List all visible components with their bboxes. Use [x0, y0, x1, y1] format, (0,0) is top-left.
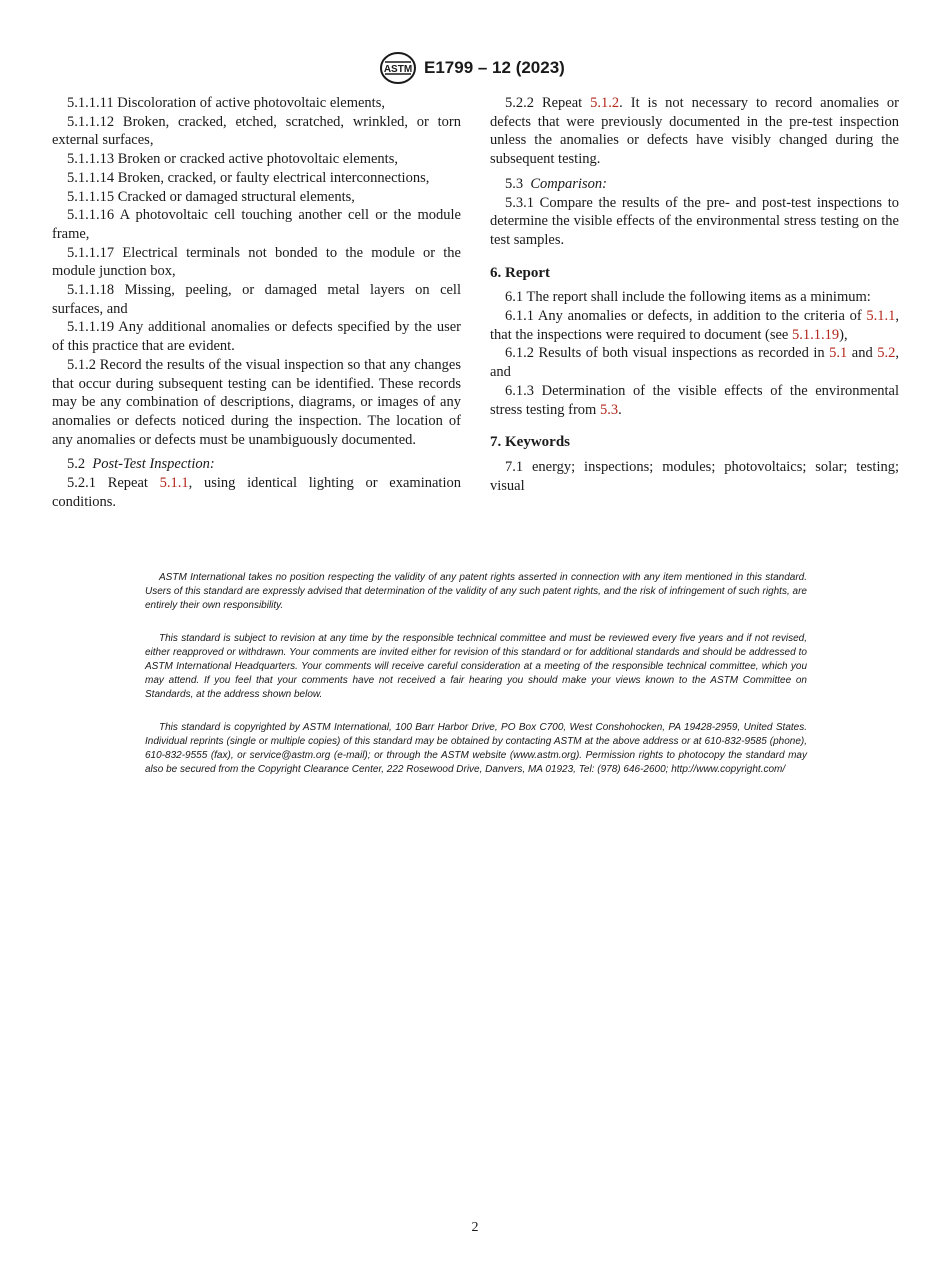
link-5-1-1-19[interactable]: 5.1.1.19: [791, 326, 840, 343]
subsection-5-2: 5.2 Post-Test Inspection:: [67, 456, 215, 473]
link-5-3[interactable]: 5.3: [599, 401, 619, 418]
astm-logo-icon: [379, 52, 417, 84]
para-5-1-1-11: 5.1.1.11 Discoloration of active photovoltaic elements,: [67, 95, 385, 111]
link-5-2[interactable]: 5.2: [877, 345, 896, 362]
para-5-2-1: 5.2.1 Repeat 5.1.1, using identical lighting or examination conditions.: [52, 475, 461, 510]
subsection-title: Comparison:: [530, 175, 607, 192]
subsection-title: Post-Test Inspection:: [92, 456, 215, 473]
subsection-5-3: 5.3 Comparison:: [505, 175, 607, 192]
para-5-3-1: 5.3.1 Compare the results of the pre- and post-test inspections to determine the visible effects of the environmental stress testing on the test samples.: [490, 194, 899, 248]
para-5-1-2: 5.1.2 Record the results of the visual inspection so that any changes that occur during subsequent testing can be identified. These records may be any combination of descriptions, diagrams, or images of any anomalies or defects noticed during the inspection. The location of any anomalies or defects must be unambiguously documented.: [52, 356, 461, 448]
para-5-1-1-19: 5.1.1.19 Any additional anomalies or defects specified by the user of this practice that are evident.: [52, 319, 461, 355]
para-6-1-1: 6.1.1 Any anomalies or defects, in addition to the criteria of 5.1.1, that the inspections were required to document (see 5.1.1.19),: [490, 308, 899, 343]
link-5-1-1[interactable]: 5.1.1: [866, 308, 896, 325]
link-5-1-2[interactable]: 5.1.2: [590, 95, 620, 111]
para-7-1: 7.1 energy; inspections; modules; photovoltaics; solar; testing; visual: [490, 458, 899, 494]
page-header: [0, 52, 950, 84]
copyright-notice: This standard is copyrighted by ASTM International, 100 Barr Harbor Drive, PO Box C700, West Conshohocken, PA 19428-2959, United States. Individual reprints (single or multiple copies) of this standard may be obtained by contacting ASTM at the above address or at 610-832-9585 (phone), 610-832-9555 (fax), or service@astm.org (e-mail); or through the ASTM website (www.astm.org). Permission rights to photocopy the standard may also be secured from the Copyright Clearance Center, 222 Rosewood Drive, Danvers, MA 01923, Tel: (978) 646-2600; http://www.copyright.com/: [145, 722, 807, 775]
patent-notice: ASTM International takes no position respecting the validity of any patent rights asserted in connection with any item mentioned in this standard. Users of this standard are expressly advised that determination of the validity of any such patent rights, and the risk of infringement of such rights, are entirely their own responsibility.: [145, 572, 807, 611]
section-heading-keywords: 7. Keywords: [490, 434, 570, 451]
para-5-1-1-13: 5.1.1.13 Broken or cracked active photovoltaic elements,: [67, 151, 398, 168]
para-5-1-1-17: 5.1.1.17 Electrical terminals not bonded to the module or the module junction box,: [52, 244, 461, 280]
link-5-1[interactable]: 5.1: [829, 345, 848, 362]
para-6-1-2: 6.1.2 Results of both visual inspections as recorded in 5.1 and 5.2, and: [490, 345, 899, 381]
para-5-1-1-15: 5.1.1.15 Cracked or damaged structural elements,: [67, 188, 355, 205]
para-6-1: 6.1 The report shall include the following items as a minimum:: [505, 289, 871, 306]
revision-notice: This standard is subject to revision at any time by the responsible technical committee and must be reviewed every five years and if not revised, either reapproved or withdrawn. Your comments are invited either for revision of this standard or for additional standards and should be addressed to ASTM International Headquarters. Your comments will receive careful consideration at a meeting of the responsible technical committee, which you may attend. If you feel that your comments have not received a fair hearing you should make your views known to the ASTM Committee on Standards, at the address shown below.: [145, 633, 807, 700]
para-5-1-1-18: 5.1.1.18 Missing, peeling, or damaged metal layers on cell surfaces, and: [52, 282, 461, 317]
legal-notices: [145, 571, 807, 796]
para-5-1-1-16: 5.1.1.16 A photovoltaic cell touching another cell or the module frame,: [52, 207, 461, 242]
document-designation: E1799 – 12 (2023): [424, 58, 565, 77]
para-6-1-3: 6.1.3 Determination of the visible effects of the environmental stress testing from 5.3.: [490, 382, 899, 418]
link-5-1-1[interactable]: 5.1.1: [159, 475, 189, 492]
right-column: [490, 94, 899, 495]
page-number: 2: [471, 1220, 479, 1235]
svg-text:ASTM: ASTM: [383, 64, 413, 75]
section-heading-report: 6. Report: [490, 264, 550, 281]
para-5-1-1-12: 5.1.1.12 Broken, cracked, etched, scratched, wrinkled, or torn external surfaces,: [52, 113, 461, 149]
para-5-1-1-14: 5.1.1.14 Broken, cracked, or faulty electrical interconnections,: [67, 169, 430, 186]
para-5-2-2: 5.2.2 Repeat 5.1.2. It is not necessary to record anomalies or defects that were previously documented in the pre-test inspection unless the anomalies or defects have visibly changed during the subsequent testing.: [490, 95, 899, 168]
left-column: [52, 94, 461, 511]
